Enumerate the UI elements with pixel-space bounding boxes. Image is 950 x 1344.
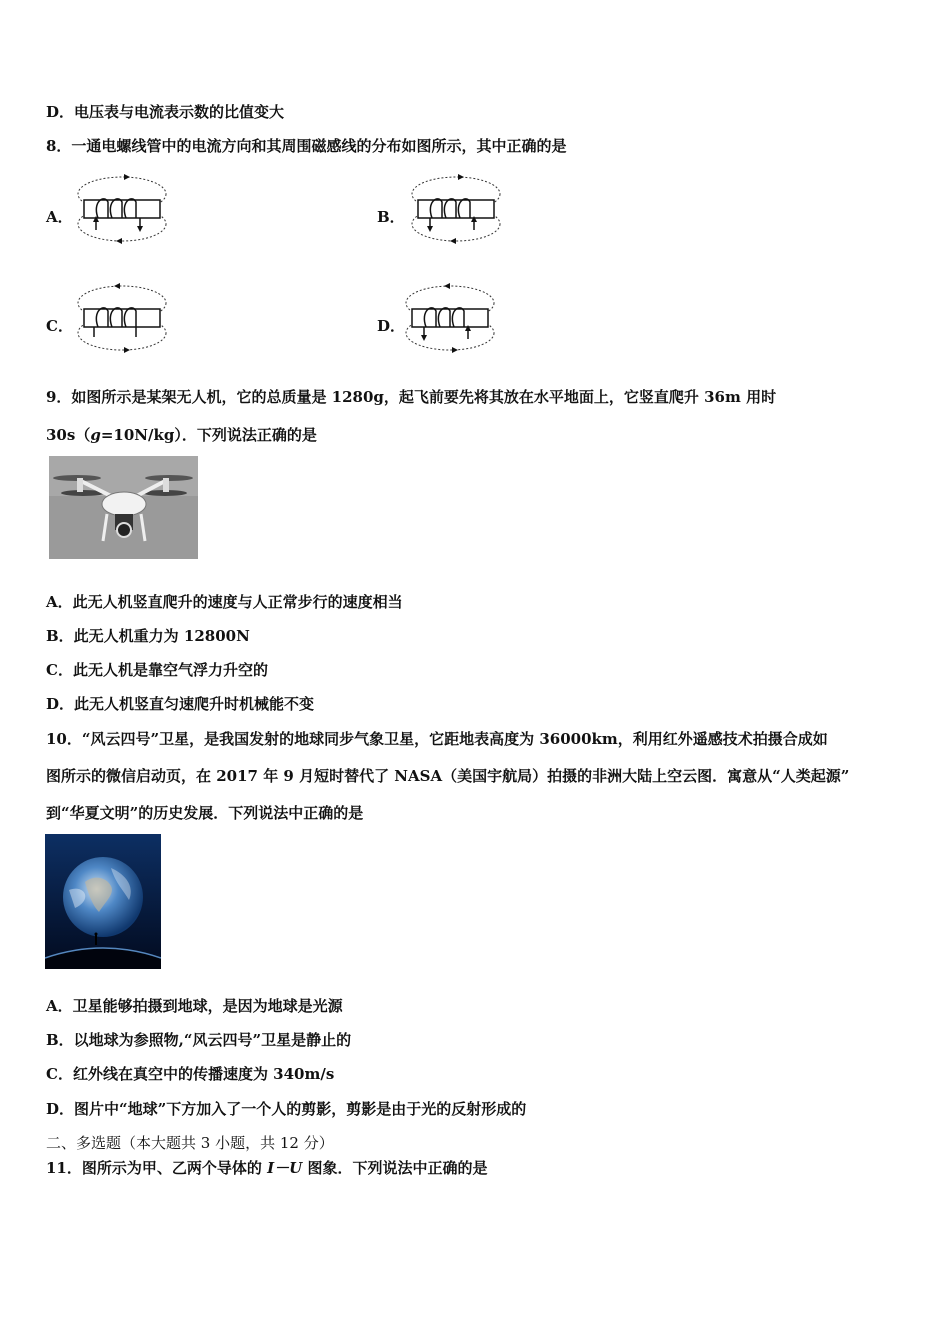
q8-label-a: A．: [46, 208, 73, 226]
q8-figure-a: [74, 172, 174, 252]
q10-option-c: C．红外线在真空中的传播速度为 340m/s: [46, 1065, 335, 1083]
q8-label-b: B．: [377, 208, 405, 226]
q11-stem: 11．图所示为甲、乙两个导体的 I－U 图象．下列说法中正确的是: [46, 1159, 488, 1177]
q8-stem: 8．一通电螺线管中的电流方向和其周围磁感线的分布如图所示，其中正确的是: [46, 137, 567, 155]
q10-option-a: A．卫星能够拍摄到地球，是因为地球是光源: [46, 997, 343, 1015]
q9-option-b: B．此无人机重力为 12800N: [46, 627, 250, 645]
q7-option-d: D．电压表与电流表示数的比值变大: [46, 103, 285, 121]
q9-stem-line2: 30s（g=10N/kg）．下列说法正确的是: [46, 426, 317, 444]
q8-figure-b: [408, 172, 508, 252]
q9-option-d: D．此无人机竖直匀速爬升时机械能不变: [46, 695, 315, 713]
q9-stem-line1: 9．如图所示是某架无人机，它的总质量是 1280g，起飞前要先将其放在水平地面上，它竖直爬升 36m 用时: [46, 388, 777, 406]
q8-figure-d: [402, 281, 502, 361]
q10-stem-line1: 10．“风云四号”卫星，是我国发射的地球同步气象卫星，它距地表高度为 36000km，利用红外遥感技术拍摄合成如: [46, 730, 828, 748]
q9-option-a: A．此无人机竖直爬升的速度与人正常步行的速度相当: [46, 593, 403, 611]
q8-label-d: D．: [377, 317, 406, 335]
earth-photo: [45, 834, 161, 969]
q10-stem-line3: 到“华夏文明”的历史发展．下列说法中正确的是: [46, 804, 364, 822]
q8-label-c: C．: [46, 317, 73, 335]
section-2-title: 二、多选题（本大题共 3 小题，共 12 分）: [46, 1134, 334, 1152]
q10-stem-line2: 图所示的微信启动页，在 2017 年 9 月短时替代了 NASA（美国宇航局）拍摄的非洲大陆上空云图．寓意从“人类起源”: [46, 767, 850, 785]
q9-option-c: C．此无人机是靠空气浮力升空的: [46, 661, 268, 679]
q10-option-b: B．以地球为参照物,“风云四号”卫星是静止的: [46, 1031, 352, 1049]
q8-figure-c: [74, 281, 174, 361]
drone-photo: [49, 456, 198, 559]
q10-option-d: D．图片中“地球”下方加入了一个人的剪影，剪影是由于光的反射形成的: [46, 1100, 527, 1118]
